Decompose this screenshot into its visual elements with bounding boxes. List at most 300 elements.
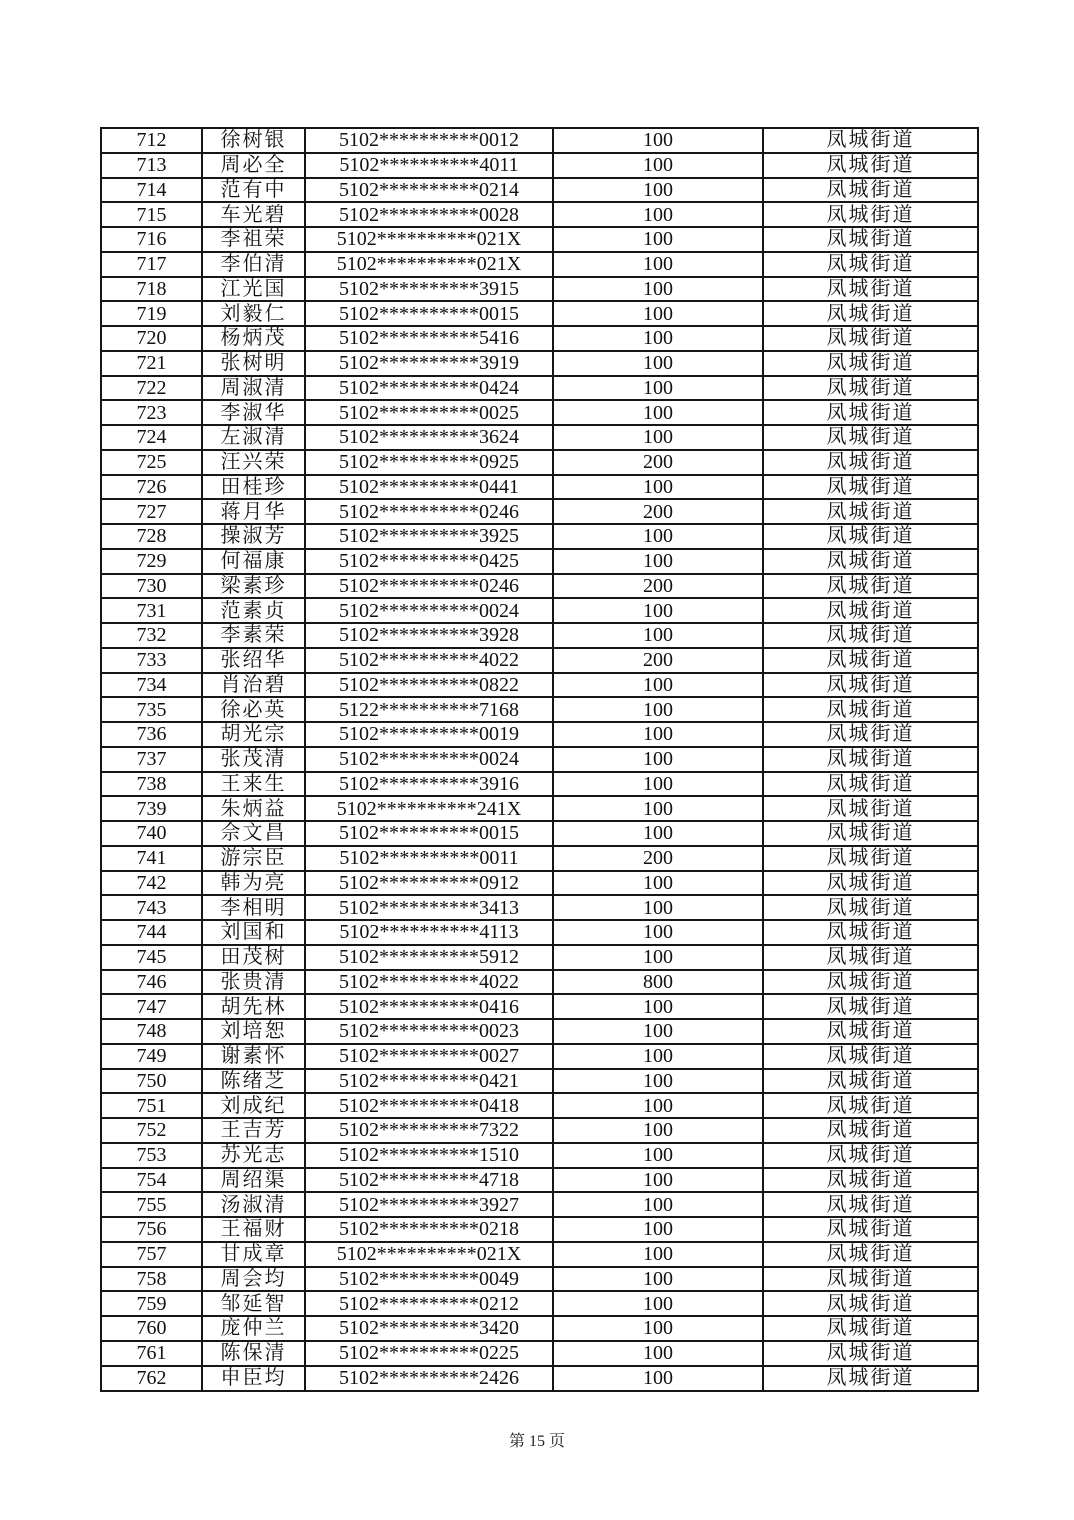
- table-row: [101, 574, 978, 599]
- cell-amount: 100: [553, 400, 763, 425]
- table-row: [101, 400, 978, 425]
- cell-amount: 100: [553, 1044, 763, 1069]
- cell-id_masked: 5102**********3927: [305, 1192, 553, 1217]
- table-row: [101, 747, 978, 772]
- table-row: [101, 1143, 978, 1168]
- cell-amount: 100: [553, 1291, 763, 1316]
- cell-name: 胡先林: [202, 994, 305, 1019]
- table-row: [101, 598, 978, 623]
- cell-district: 凤城街道: [763, 623, 978, 648]
- cell-district: 凤城街道: [763, 475, 978, 500]
- cell-amount: 200: [553, 574, 763, 599]
- table-row: [101, 1291, 978, 1316]
- cell-amount: 100: [553, 895, 763, 920]
- cell-name: 汪兴荣: [202, 450, 305, 475]
- cell-amount: 100: [553, 1093, 763, 1118]
- cell-id_masked: 5102**********4011: [305, 153, 553, 178]
- table-row: [101, 994, 978, 1019]
- cell-name: 张树明: [202, 351, 305, 376]
- cell-id_masked: 5102**********0421: [305, 1069, 553, 1094]
- cell-no: 720: [101, 326, 202, 351]
- cell-amount: 100: [553, 871, 763, 896]
- cell-amount: 100: [553, 747, 763, 772]
- cell-no: 762: [101, 1366, 202, 1392]
- cell-id_masked: 5102**********0416: [305, 994, 553, 1019]
- table-row: [101, 351, 978, 376]
- cell-id_masked: 5102**********0023: [305, 1019, 553, 1044]
- cell-district: 凤城街道: [763, 326, 978, 351]
- table-row: [101, 1069, 978, 1094]
- cell-no: 739: [101, 796, 202, 821]
- cell-id_masked: 5102**********1510: [305, 1143, 553, 1168]
- cell-amount: 200: [553, 648, 763, 673]
- cell-district: 凤城街道: [763, 945, 978, 970]
- cell-amount: 100: [553, 945, 763, 970]
- cell-name: 李素荣: [202, 623, 305, 648]
- cell-amount: 100: [553, 178, 763, 203]
- cell-district: 凤城街道: [763, 1217, 978, 1242]
- cell-amount: 100: [553, 1168, 763, 1193]
- cell-id_masked: 5102**********0225: [305, 1341, 553, 1366]
- cell-name: 左淑清: [202, 425, 305, 450]
- cell-no: 749: [101, 1044, 202, 1069]
- cell-district: 凤城街道: [763, 1291, 978, 1316]
- cell-no: 741: [101, 846, 202, 871]
- cell-name: 田茂树: [202, 945, 305, 970]
- cell-district: 凤城街道: [763, 772, 978, 797]
- table-row: [101, 1242, 978, 1267]
- cell-name: 游宗臣: [202, 846, 305, 871]
- cell-amount: 100: [553, 252, 763, 277]
- cell-id_masked: 5102**********3916: [305, 772, 553, 797]
- cell-amount: 100: [553, 1143, 763, 1168]
- cell-name: 车光碧: [202, 202, 305, 227]
- cell-name: 杨炳茂: [202, 326, 305, 351]
- cell-no: 755: [101, 1192, 202, 1217]
- cell-id_masked: 5102**********0925: [305, 450, 553, 475]
- table-row: [101, 450, 978, 475]
- cell-amount: 100: [553, 1118, 763, 1143]
- cell-no: 746: [101, 970, 202, 995]
- table-row: [101, 846, 978, 871]
- cell-district: 凤城街道: [763, 153, 978, 178]
- cell-name: 王福财: [202, 1217, 305, 1242]
- cell-district: 凤城街道: [763, 1267, 978, 1292]
- table-row: [101, 623, 978, 648]
- cell-id_masked: 5102**********0214: [305, 178, 553, 203]
- cell-amount: 100: [553, 821, 763, 846]
- cell-district: 凤城街道: [763, 128, 978, 153]
- cell-no: 753: [101, 1143, 202, 1168]
- cell-district: 凤城街道: [763, 821, 978, 846]
- cell-name: 范有中: [202, 178, 305, 203]
- cell-amount: 100: [553, 202, 763, 227]
- cell-name: 周会均: [202, 1267, 305, 1292]
- cell-no: 715: [101, 202, 202, 227]
- table-row: [101, 1019, 978, 1044]
- table-row: [101, 524, 978, 549]
- cell-amount: 100: [553, 920, 763, 945]
- table-row: [101, 1341, 978, 1366]
- table-row: [101, 1093, 978, 1118]
- cell-id_masked: 5102**********0441: [305, 475, 553, 500]
- cell-district: 凤城街道: [763, 1143, 978, 1168]
- table-row: [101, 871, 978, 896]
- cell-name: 江光国: [202, 277, 305, 302]
- cell-amount: 100: [553, 1192, 763, 1217]
- cell-id_masked: 5102**********5912: [305, 945, 553, 970]
- subsidy-roster-table: [100, 127, 979, 1392]
- cell-no: 724: [101, 425, 202, 450]
- cell-amount: 100: [553, 1217, 763, 1242]
- cell-no: 745: [101, 945, 202, 970]
- cell-amount: 100: [553, 128, 763, 153]
- cell-amount: 100: [553, 1366, 763, 1392]
- cell-amount: 100: [553, 1242, 763, 1267]
- cell-name: 李祖荣: [202, 227, 305, 252]
- cell-id_masked: 5102**********0027: [305, 1044, 553, 1069]
- table-row: [101, 1192, 978, 1217]
- cell-no: 760: [101, 1316, 202, 1341]
- cell-district: 凤城街道: [763, 970, 978, 995]
- cell-no: 736: [101, 722, 202, 747]
- cell-amount: 100: [553, 549, 763, 574]
- cell-district: 凤城街道: [763, 895, 978, 920]
- cell-district: 凤城街道: [763, 499, 978, 524]
- cell-name: 操淑芳: [202, 524, 305, 549]
- table-row: [101, 920, 978, 945]
- table-row: [101, 178, 978, 203]
- cell-id_masked: 5102**********3413: [305, 895, 553, 920]
- cell-name: 周淑清: [202, 376, 305, 401]
- cell-id_masked: 5102**********7322: [305, 1118, 553, 1143]
- cell-name: 肖治碧: [202, 673, 305, 698]
- cell-name: 甘成章: [202, 1242, 305, 1267]
- cell-district: 凤城街道: [763, 549, 978, 574]
- table-row: [101, 153, 978, 178]
- cell-id_masked: 5102**********2426: [305, 1366, 553, 1392]
- cell-id_masked: 5102**********3915: [305, 277, 553, 302]
- cell-district: 凤城街道: [763, 1366, 978, 1392]
- cell-no: 737: [101, 747, 202, 772]
- table-row: [101, 1168, 978, 1193]
- cell-no: 713: [101, 153, 202, 178]
- cell-district: 凤城街道: [763, 796, 978, 821]
- cell-no: 757: [101, 1242, 202, 1267]
- cell-id_masked: 5102**********021X: [305, 227, 553, 252]
- cell-no: 721: [101, 351, 202, 376]
- cell-no: 734: [101, 673, 202, 698]
- table-row: [101, 1316, 978, 1341]
- cell-no: 716: [101, 227, 202, 252]
- cell-district: 凤城街道: [763, 697, 978, 722]
- cell-name: 佘文昌: [202, 821, 305, 846]
- cell-id_masked: 5102**********5416: [305, 326, 553, 351]
- table-row: [101, 277, 978, 302]
- cell-id_masked: 5102**********3420: [305, 1316, 553, 1341]
- cell-no: 744: [101, 920, 202, 945]
- cell-id_masked: 5102**********0012: [305, 128, 553, 153]
- cell-id_masked: 5102**********0015: [305, 821, 553, 846]
- cell-district: 凤城街道: [763, 1044, 978, 1069]
- cell-id_masked: 5102**********3919: [305, 351, 553, 376]
- cell-district: 凤城街道: [763, 1118, 978, 1143]
- cell-name: 申臣均: [202, 1366, 305, 1392]
- table-row: [101, 425, 978, 450]
- cell-amount: 100: [553, 1267, 763, 1292]
- table-row: [101, 252, 978, 277]
- cell-name: 李伯清: [202, 252, 305, 277]
- cell-amount: 100: [553, 796, 763, 821]
- table-row: [101, 326, 978, 351]
- cell-no: 747: [101, 994, 202, 1019]
- cell-no: 761: [101, 1341, 202, 1366]
- cell-name: 刘毅仁: [202, 301, 305, 326]
- cell-district: 凤城街道: [763, 450, 978, 475]
- cell-amount: 100: [553, 722, 763, 747]
- cell-no: 714: [101, 178, 202, 203]
- cell-amount: 100: [553, 351, 763, 376]
- table-row: [101, 202, 978, 227]
- cell-no: 750: [101, 1069, 202, 1094]
- table-row: [101, 1217, 978, 1242]
- cell-id_masked: 5102**********0246: [305, 574, 553, 599]
- table-row: [101, 1118, 978, 1143]
- cell-amount: 100: [553, 697, 763, 722]
- cell-id_masked: 5102**********021X: [305, 1242, 553, 1267]
- cell-no: 726: [101, 475, 202, 500]
- cell-name: 谢素怀: [202, 1044, 305, 1069]
- cell-name: 汤淑清: [202, 1192, 305, 1217]
- cell-no: 754: [101, 1168, 202, 1193]
- cell-name: 梁素珍: [202, 574, 305, 599]
- cell-name: 徐必英: [202, 697, 305, 722]
- cell-id_masked: 5122**********7168: [305, 697, 553, 722]
- cell-name: 陈保清: [202, 1341, 305, 1366]
- cell-amount: 100: [553, 153, 763, 178]
- cell-name: 徐树银: [202, 128, 305, 153]
- cell-id_masked: 5102**********0024: [305, 747, 553, 772]
- cell-name: 王吉芳: [202, 1118, 305, 1143]
- cell-amount: 100: [553, 475, 763, 500]
- cell-amount: 100: [553, 1069, 763, 1094]
- cell-amount: 100: [553, 994, 763, 1019]
- page-footer: [0, 1428, 1074, 1451]
- cell-id_masked: 5102**********3925: [305, 524, 553, 549]
- cell-id_masked: 5102**********0028: [305, 202, 553, 227]
- cell-id_masked: 5102**********021X: [305, 252, 553, 277]
- cell-no: 712: [101, 128, 202, 153]
- cell-district: 凤城街道: [763, 1168, 978, 1193]
- table-row: [101, 673, 978, 698]
- cell-district: 凤城街道: [763, 1093, 978, 1118]
- cell-no: 756: [101, 1217, 202, 1242]
- cell-name: 李相明: [202, 895, 305, 920]
- cell-no: 717: [101, 252, 202, 277]
- cell-no: 738: [101, 772, 202, 797]
- cell-no: 729: [101, 549, 202, 574]
- cell-no: 751: [101, 1093, 202, 1118]
- cell-district: 凤城街道: [763, 351, 978, 376]
- table-row: [101, 697, 978, 722]
- cell-name: 庞仲兰: [202, 1316, 305, 1341]
- cell-id_masked: 5102**********0049: [305, 1267, 553, 1292]
- cell-no: 723: [101, 400, 202, 425]
- cell-id_masked: 5102**********0418: [305, 1093, 553, 1118]
- cell-district: 凤城街道: [763, 994, 978, 1019]
- cell-name: 周必全: [202, 153, 305, 178]
- cell-no: 732: [101, 623, 202, 648]
- cell-name: 苏光志: [202, 1143, 305, 1168]
- cell-id_masked: 5102**********4113: [305, 920, 553, 945]
- cell-district: 凤城街道: [763, 1341, 978, 1366]
- cell-district: 凤城街道: [763, 722, 978, 747]
- cell-no: 740: [101, 821, 202, 846]
- cell-id_masked: 5102**********0025: [305, 400, 553, 425]
- cell-name: 刘成纪: [202, 1093, 305, 1118]
- cell-no: 743: [101, 895, 202, 920]
- cell-district: 凤城街道: [763, 574, 978, 599]
- cell-no: 725: [101, 450, 202, 475]
- cell-district: 凤城街道: [763, 598, 978, 623]
- cell-name: 陈绪芝: [202, 1069, 305, 1094]
- cell-no: 735: [101, 697, 202, 722]
- cell-name: 韩为亮: [202, 871, 305, 896]
- cell-id_masked: 5102**********0424: [305, 376, 553, 401]
- cell-amount: 100: [553, 425, 763, 450]
- cell-id_masked: 5102**********4022: [305, 648, 553, 673]
- cell-no: 733: [101, 648, 202, 673]
- cell-district: 凤城街道: [763, 846, 978, 871]
- table-row: [101, 722, 978, 747]
- cell-amount: 100: [553, 1341, 763, 1366]
- cell-no: 742: [101, 871, 202, 896]
- cell-district: 凤城街道: [763, 871, 978, 896]
- cell-no: 748: [101, 1019, 202, 1044]
- cell-no: 758: [101, 1267, 202, 1292]
- cell-district: 凤城街道: [763, 1316, 978, 1341]
- table-row: [101, 549, 978, 574]
- cell-name: 朱炳益: [202, 796, 305, 821]
- cell-amount: 100: [553, 301, 763, 326]
- cell-district: 凤城街道: [763, 747, 978, 772]
- cell-district: 凤城街道: [763, 1192, 978, 1217]
- cell-id_masked: 5102**********4718: [305, 1168, 553, 1193]
- cell-no: 731: [101, 598, 202, 623]
- cell-id_masked: 5102**********3928: [305, 623, 553, 648]
- cell-district: 凤城街道: [763, 277, 978, 302]
- table-row: [101, 796, 978, 821]
- cell-amount: 100: [553, 772, 763, 797]
- cell-name: 刘培恕: [202, 1019, 305, 1044]
- table-row: [101, 970, 978, 995]
- cell-amount: 100: [553, 326, 763, 351]
- table-row: [101, 1366, 978, 1392]
- cell-district: 凤城街道: [763, 1019, 978, 1044]
- cell-amount: 100: [553, 376, 763, 401]
- cell-district: 凤城街道: [763, 400, 978, 425]
- cell-district: 凤城街道: [763, 252, 978, 277]
- cell-amount: 100: [553, 227, 763, 252]
- cell-district: 凤城街道: [763, 524, 978, 549]
- cell-name: 王来生: [202, 772, 305, 797]
- cell-amount: 100: [553, 673, 763, 698]
- cell-no: 730: [101, 574, 202, 599]
- cell-name: 范素贞: [202, 598, 305, 623]
- cell-name: 何福康: [202, 549, 305, 574]
- cell-id_masked: 5102**********0822: [305, 673, 553, 698]
- cell-no: 759: [101, 1291, 202, 1316]
- cell-id_masked: 5102**********0246: [305, 499, 553, 524]
- cell-id_masked: 5102**********4022: [305, 970, 553, 995]
- cell-name: 胡光宗: [202, 722, 305, 747]
- cell-name: 李淑华: [202, 400, 305, 425]
- cell-no: 728: [101, 524, 202, 549]
- cell-no: 719: [101, 301, 202, 326]
- cell-no: 752: [101, 1118, 202, 1143]
- cell-id_masked: 5102**********0425: [305, 549, 553, 574]
- cell-id_masked: 5102**********0212: [305, 1291, 553, 1316]
- cell-amount: 100: [553, 1019, 763, 1044]
- cell-no: 727: [101, 499, 202, 524]
- cell-name: 田桂珍: [202, 475, 305, 500]
- cell-district: 凤城街道: [763, 1242, 978, 1267]
- cell-district: 凤城街道: [763, 227, 978, 252]
- cell-amount: 100: [553, 623, 763, 648]
- cell-amount: 800: [553, 970, 763, 995]
- cell-name: 邹延智: [202, 1291, 305, 1316]
- cell-id_masked: 5102**********0019: [305, 722, 553, 747]
- cell-id_masked: 5102**********0024: [305, 598, 553, 623]
- cell-name: 张贵清: [202, 970, 305, 995]
- cell-amount: 200: [553, 450, 763, 475]
- cell-id_masked: 5102**********241X: [305, 796, 553, 821]
- cell-amount: 200: [553, 846, 763, 871]
- cell-amount: 100: [553, 277, 763, 302]
- cell-amount: 200: [553, 499, 763, 524]
- table-row: [101, 648, 978, 673]
- cell-id_masked: 5102**********0011: [305, 846, 553, 871]
- cell-district: 凤城街道: [763, 673, 978, 698]
- roster-table-body: [101, 128, 978, 1391]
- table-row: [101, 945, 978, 970]
- cell-amount: 100: [553, 524, 763, 549]
- cell-no: 722: [101, 376, 202, 401]
- cell-no: 718: [101, 277, 202, 302]
- cell-id_masked: 5102**********0015: [305, 301, 553, 326]
- table-row: [101, 821, 978, 846]
- cell-district: 凤城街道: [763, 648, 978, 673]
- cell-name: 张绍华: [202, 648, 305, 673]
- table-row: [101, 1267, 978, 1292]
- cell-id_masked: 5102**********3624: [305, 425, 553, 450]
- table-row: [101, 475, 978, 500]
- cell-amount: 100: [553, 598, 763, 623]
- table-row: [101, 128, 978, 153]
- table-row: [101, 227, 978, 252]
- cell-amount: 100: [553, 1316, 763, 1341]
- table-row: [101, 499, 978, 524]
- cell-id_masked: 5102**********0912: [305, 871, 553, 896]
- table-row: [101, 376, 978, 401]
- cell-name: 周绍渠: [202, 1168, 305, 1193]
- table-row: [101, 895, 978, 920]
- table-row: [101, 772, 978, 797]
- page-number: 第 15 页: [508, 1433, 565, 1450]
- cell-district: 凤城街道: [763, 920, 978, 945]
- cell-name: 刘国和: [202, 920, 305, 945]
- cell-district: 凤城街道: [763, 301, 978, 326]
